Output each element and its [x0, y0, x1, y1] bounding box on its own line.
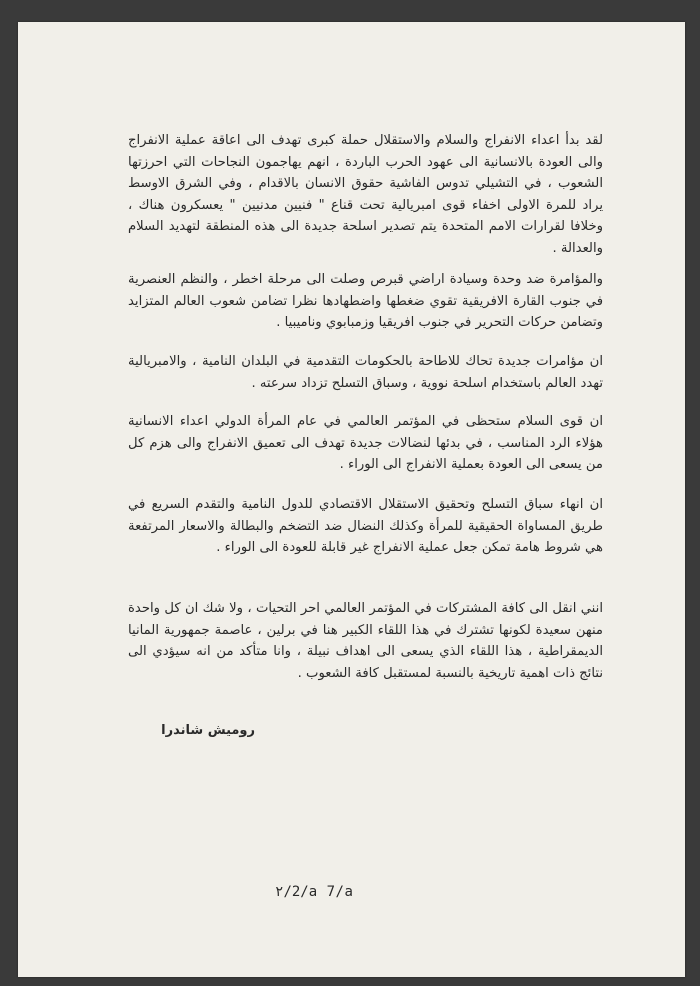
folio-number: ٢/2/a 7/a [275, 884, 354, 900]
paragraph-5: ان انهاء سباق التسلح وتحقيق الاستقلال الاقتصادي للدول النامية والتقدم السريع في طريق المساواة الحقيقية للمرأة وكذلك النضال ضد التضخم والبطالة والاسعار المرتفعة هي شروط هامة تمكن جعل عملية الانفراج غير قابلة للعودة الى الوراء . [128, 497, 603, 555]
signature: روميش شاندرا [161, 723, 255, 738]
paragraph-1: لقد بدأ اعداء الانفراج والسلام والاستقلال حملة كبرى تهدف الى اعاقة عملية الانفراج والى العودة بالانسانية الى عهود الحرب الباردة ، انهم يهاجمون النجاحات التي احرزتها الشعوب ، في التشيلي تدوس الفاشية حقوق الانسان بالاقدام ، وفي الشرق الاوسط يراد للمرة الاولى اخفاء قوى امبريالية تحت قناع " فنيين مدنيين " يعسكرون هناك ، وخلافا لقرارات الامم المتحدة يتم تصدير اسلحة جديدة الى هذه المنطقة لتهديد السلام والعدالة . [128, 133, 603, 256]
paragraph-2: والمؤامرة ضد وحدة وسيادة اراضي قبرص وصلت الى مرحلة اخطر ، والنظم العنصرية في جنوب القارة الافريقية تقوي ضغطها واضطهادها نظرا تضامن شعوب العالم المتزايد وتضامن حركات التحرير في جنوب افريقيا وزمبابوي وناميبيا . [128, 272, 603, 330]
paragraph-6: انني انقل الى كافة المشتركات في المؤتمر العالمي احر التحيات ، ولا شك ان كل واحدة منهن سعيدة لكونها تشترك في هذا اللقاء الكبير هنا في برلين ، عاصمة جمهورية المانيا الديمقراطية ، هذا اللقاء الذي يسعى الى اهداف نبيلة ، وانا متأكد من انه سيؤدي الى نتائج ذات اهمية تاريخية بالنسبة لمستقبل كافة الشعوب . [128, 601, 603, 681]
document-page [18, 22, 685, 977]
paragraph-3: ان مؤامرات جديدة تحاك للاطاحة بالحكومات التقدمية في البلدان النامية ، والامبريالية تهدد العالم باستخدام اسلحة نووية ، وسباق التسلح تزداد سرعته . [128, 354, 603, 391]
paragraph-4: ان قوى السلام ستحظى في المؤتمر العالمي في عام المرأة الدولي اعداء الانسانية هؤلاء الرد المناسب ، في بدئها لنضالات جديدة تهدف الى تعميق الانفراج والى هزم كل من يسعى الى العودة بعملية الانفراج الى الوراء . [128, 414, 603, 472]
